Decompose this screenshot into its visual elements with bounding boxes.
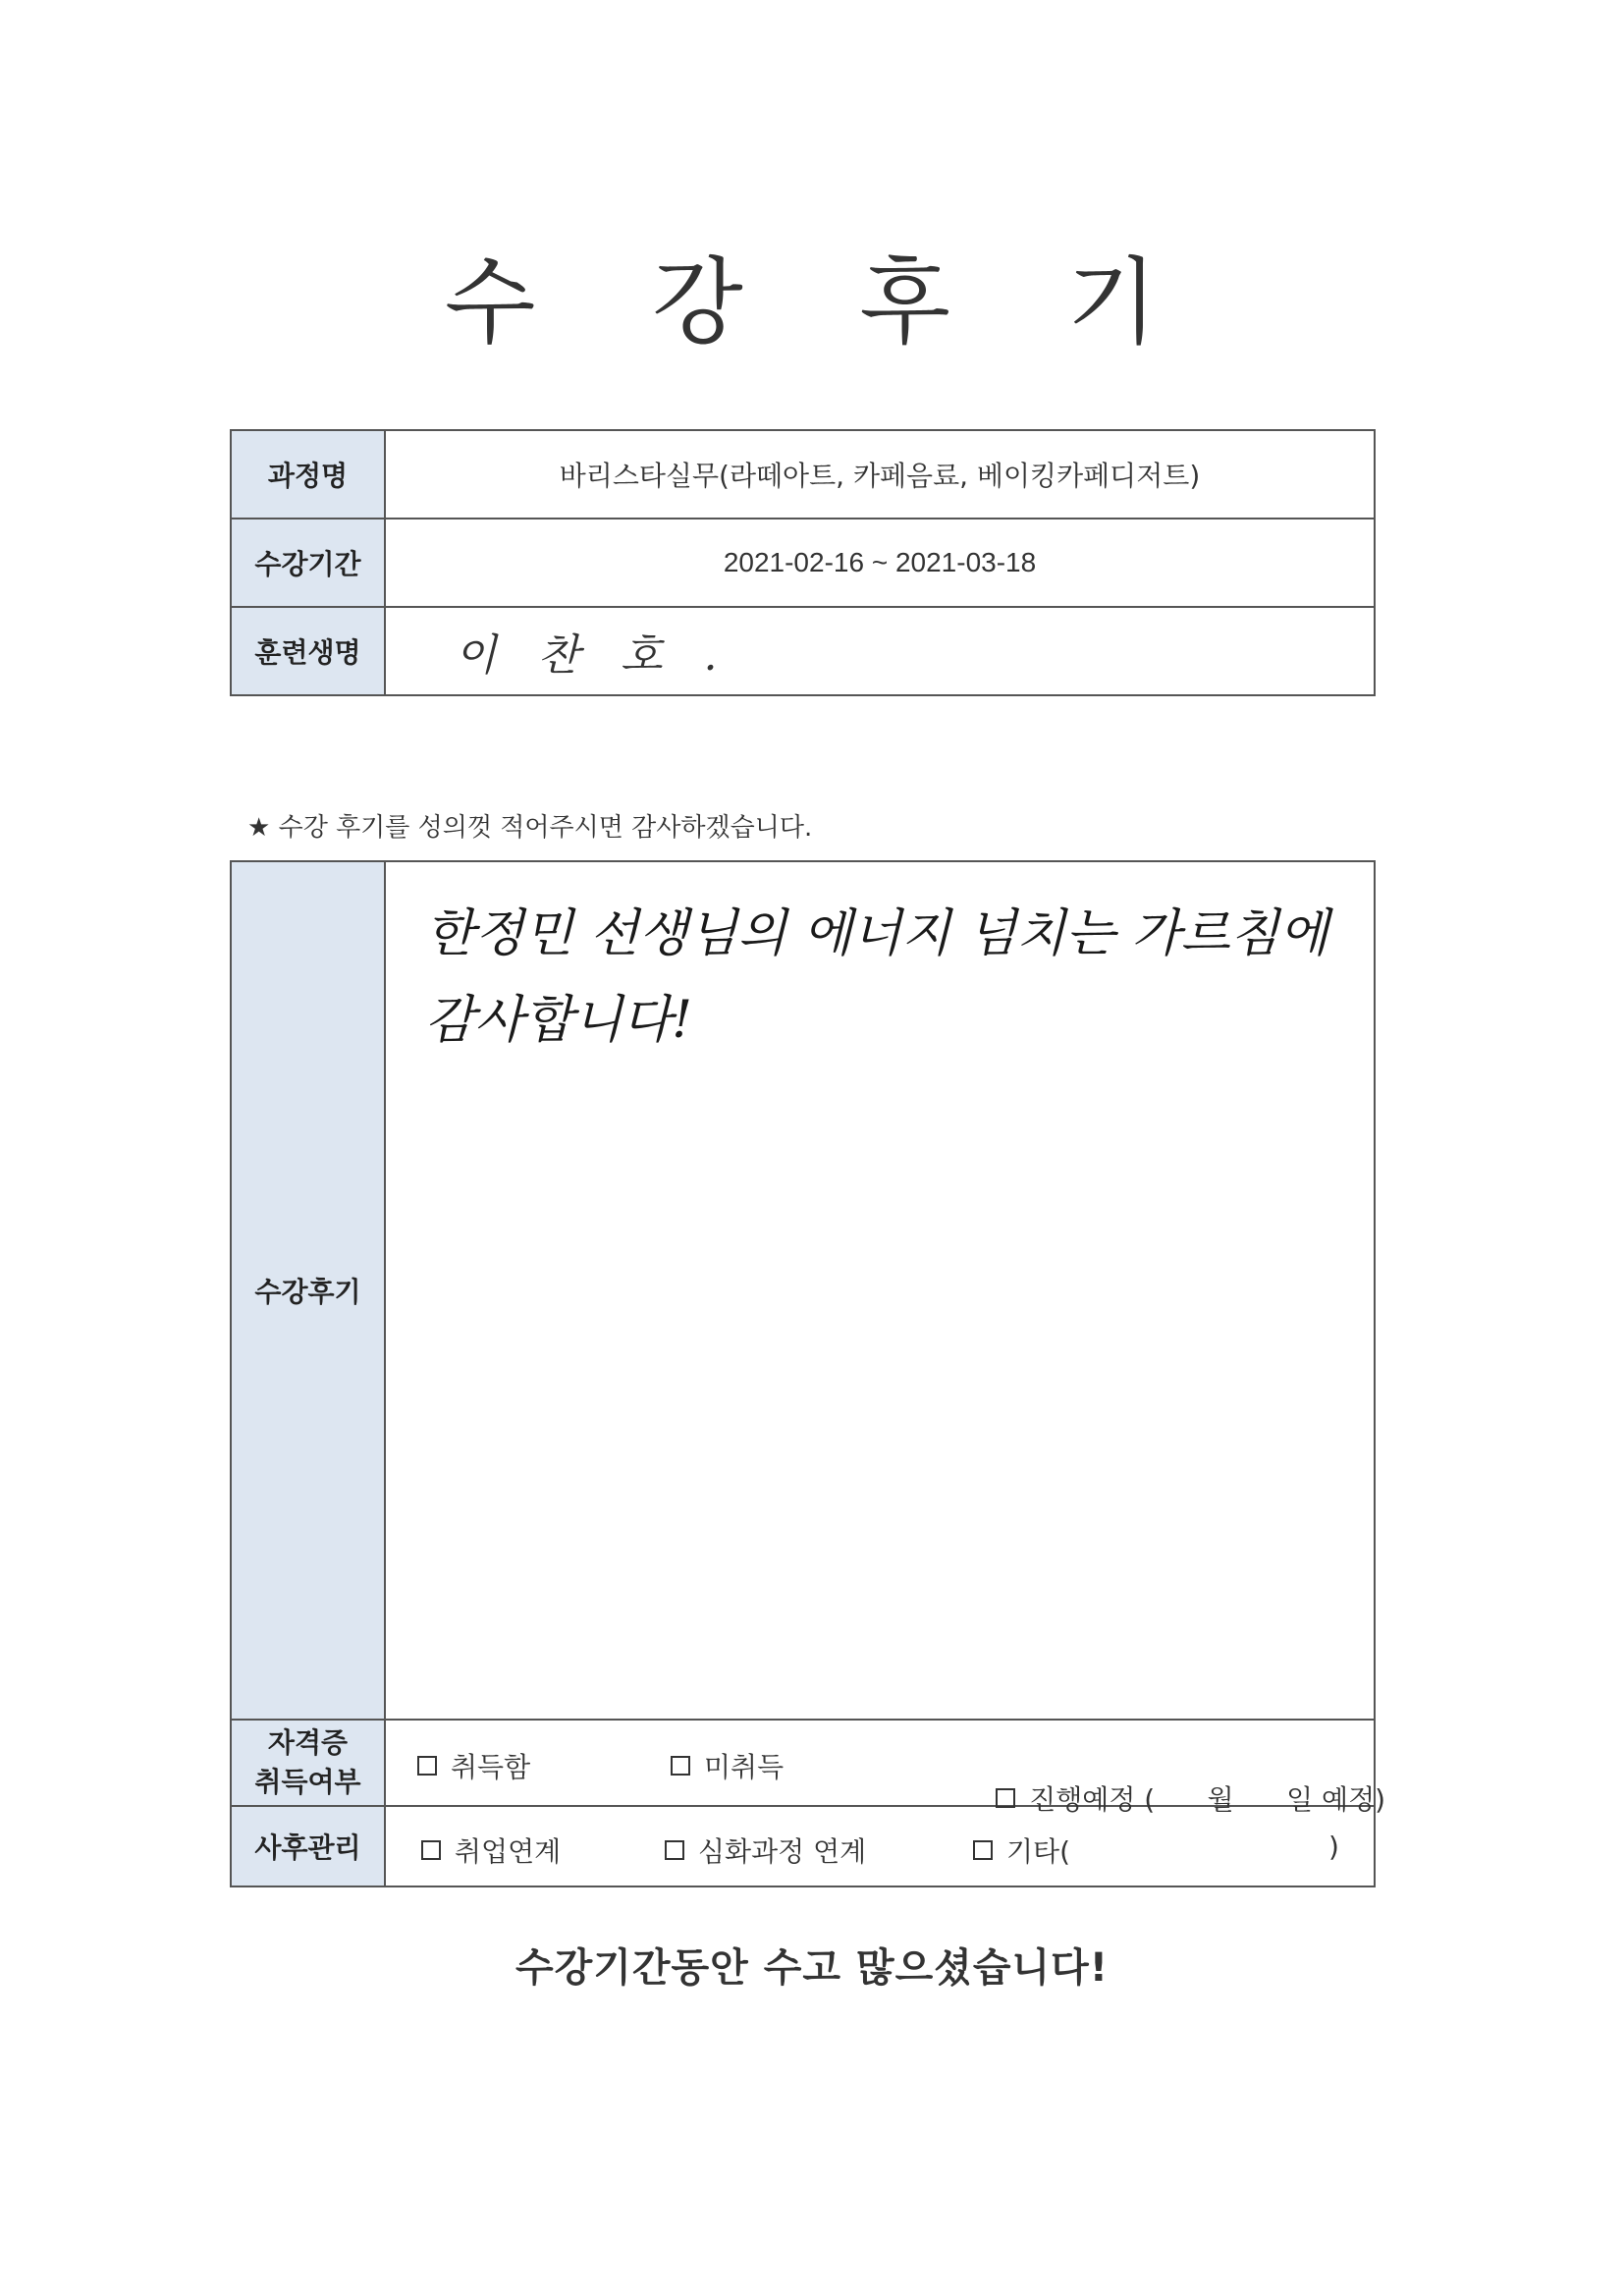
certificate-label xyxy=(231,1720,385,1806)
review-row xyxy=(231,861,1375,1720)
checkbox-icon[interactable] xyxy=(973,1840,993,1860)
aftercare-option-other-label: 기타( xyxy=(1006,1835,1071,1868)
aftercare-option-advanced[interactable] xyxy=(665,1831,866,1870)
certificate-label-line2: 취득여부 xyxy=(254,1766,361,1798)
aftercare-other-close-paren: ) xyxy=(1328,1831,1339,1863)
trainee-row xyxy=(231,607,1375,695)
period-row xyxy=(231,519,1375,607)
trainee-name: 이 찬 호 . xyxy=(385,607,1375,695)
closing-message: 수강기간동안 수고 많으셨습니다! xyxy=(514,1945,1110,1991)
review-text-area xyxy=(385,861,1375,1720)
aftercare-row xyxy=(231,1806,1375,1886)
period-label: 수강기간 xyxy=(231,519,385,607)
review-line-1: 한정민 선생님의 에너지 넘치는 가르침에 xyxy=(425,904,1329,963)
page-title: 수 강 후 기 xyxy=(444,247,1202,357)
review-label: 수강후기 xyxy=(231,861,385,1720)
certificate-options xyxy=(385,1720,1386,1816)
checkbox-icon[interactable] xyxy=(665,1840,684,1860)
certificate-label-line1: 자격증 xyxy=(267,1726,349,1759)
certificate-option-acquired-label: 취득함 xyxy=(451,1751,531,1783)
trainee-label: 훈련생명 xyxy=(231,607,385,695)
course-label: 과정명 xyxy=(231,430,385,519)
aftercare-option-employment[interactable] xyxy=(421,1831,561,1870)
period-value: 2021-02-16 ~ 2021-03-18 xyxy=(385,519,1375,607)
aftercare-option-other[interactable] xyxy=(973,1831,1070,1870)
certificate-option-not-acquired-label: 미취득 xyxy=(704,1751,785,1783)
course-info-table xyxy=(230,429,1376,696)
review-table xyxy=(230,860,1386,1887)
aftercare-option-employment-label: 취업연계 xyxy=(455,1835,562,1868)
aftercare-options xyxy=(385,1806,1375,1886)
certificate-option-not-acquired[interactable] xyxy=(671,1746,784,1785)
review-line-2: 감사합니다! xyxy=(425,991,693,1050)
checkbox-icon[interactable] xyxy=(421,1840,441,1860)
course-row xyxy=(231,430,1375,519)
checkbox-icon[interactable] xyxy=(996,1788,1015,1808)
course-value: 바리스타실무(라떼아트, 카페음료, 베이킹카페디저트) xyxy=(385,430,1375,519)
aftercare-label: 사후관리 xyxy=(231,1806,385,1886)
certificate-row xyxy=(231,1720,1375,1806)
certificate-option-acquired[interactable] xyxy=(417,1746,530,1785)
aftercare-option-advanced-label: 심화과정 연계 xyxy=(698,1835,867,1868)
certificate-option-planned-label: 진행예정 ( 월 일 예정) xyxy=(1029,1783,1386,1816)
checkbox-icon[interactable] xyxy=(417,1756,437,1776)
review-instruction-note: ★ 수강 후기를 성의껏 적어주시면 감사하겠습니다. xyxy=(247,813,813,843)
checkbox-icon[interactable] xyxy=(671,1756,690,1776)
